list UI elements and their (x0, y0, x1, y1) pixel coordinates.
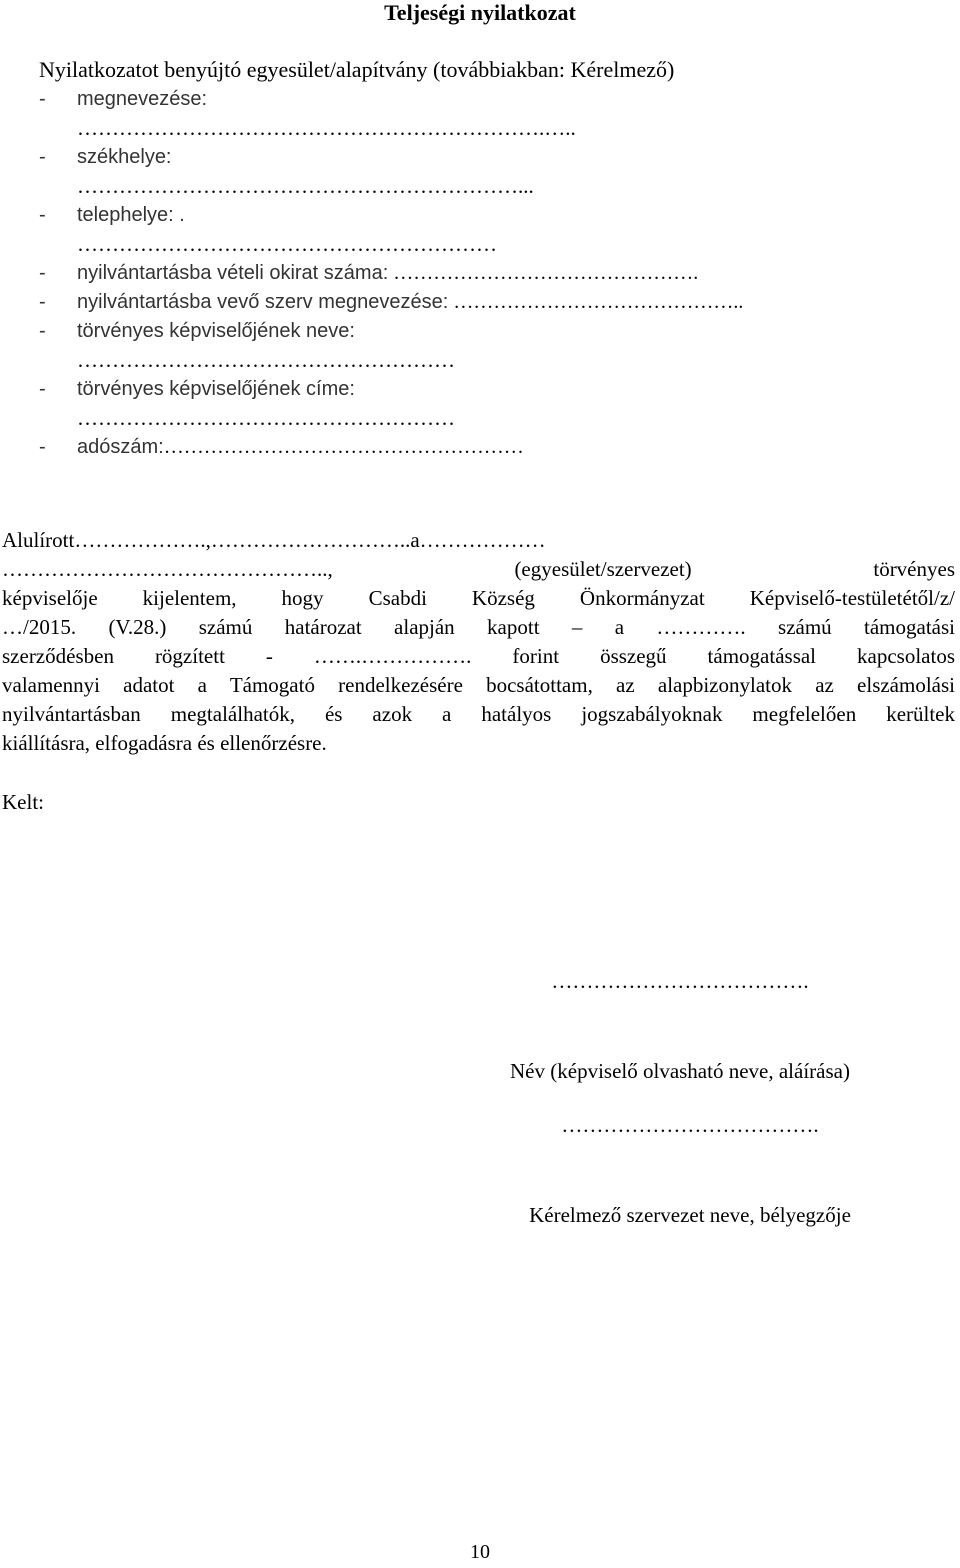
field-site-fill: …………………………………………………… (77, 232, 497, 256)
signature-organisation-dots: ………………………………. (561, 1113, 819, 1137)
declaration-line: …/2015. (V.28.) számú határozat alapján kapott – a …………. számú támogatási (2, 615, 955, 639)
declaration-paragraph (2, 526, 955, 758)
field-representative-address-fill: ……………………………………………… (77, 406, 455, 430)
signature-organisation (450, 1050, 930, 1260)
declaration-line: szerződésben rögzített - …….……………. forint összegű támogatással kapcsolatos (2, 644, 955, 668)
document-title: Teljeségi nyilatkozat (384, 0, 576, 25)
intro-line: Nyilatkozatot benyújtó egyesület/alapítvány (továbbiakban: Kérelmező) (39, 57, 675, 82)
field-registering-body: - nyilvántartásba vevő szerv megnevezése: …………………………………….. (39, 291, 744, 313)
field-registering-body-label: nyilvántartásba vevő szerv megnevezése: (77, 291, 449, 313)
field-representative-address: - törvényes képviselőjének címe: (39, 378, 355, 400)
declaration-line: ……………………………………….., (egyesület/szervezet) törvényes (2, 557, 955, 581)
field-seat-label: székhelye: (77, 146, 172, 168)
field-site-label: telephelye: . (77, 204, 185, 226)
signature-representative-caption: Név (képviselő olvasható neve, aláírása) (510, 1059, 850, 1083)
field-registration-number-label: nyilvántartásba vételi okirat száma: (77, 262, 389, 284)
field-representative-name-fill: ……………………………………………… (77, 348, 455, 372)
signature-organisation-caption: Kérelmező szervezet neve, bélyegzője (529, 1203, 851, 1227)
declaration-line: képviselője kijelentem, hogy Csabdi Község Önkormányzat Képviselő-testületétől/z/ (2, 586, 955, 610)
field-name-label: megnevezése: (77, 88, 208, 110)
field-tax-number: - adószám:……………………………………………… (39, 436, 524, 458)
field-site: - telephelye: . (39, 204, 185, 226)
field-tax-number-fill: ……………………………………………… (163, 436, 524, 458)
field-representative-name-label: törvényes képviselőjének neve: (77, 320, 355, 342)
declaration-line: valamennyi adatot a Támogató rendelkezésére bocsátottam, az alapbizonylatok az elszámolási (2, 673, 955, 697)
declaration-line: Alulírott……………….,………………………..a……………… (2, 528, 546, 552)
field-seat: - székhelye: (39, 146, 172, 168)
declaration-line: nyilvántartásban megtalálhatók, és azok a hatályos jogszabályoknak megfelelően kerültek (2, 702, 955, 726)
declaration-line: kiállításra, elfogadásra és ellenőrzésre. (2, 731, 327, 755)
kelt-label: Kelt: (2, 790, 44, 814)
field-representative-address-label: törvényes képviselőjének címe: (77, 378, 355, 400)
field-registration-number-fill: ………………………………………. (388, 262, 699, 284)
field-name-fill: ………………………………………………………….….. (77, 116, 576, 140)
signature-representative-dots: ………………………………. (551, 969, 809, 993)
field-seat-fill: ………………………………………………………... (77, 174, 534, 198)
field-representative-name: - törvényes képviselőjének neve: (39, 320, 355, 342)
field-registration-number: - nyilvántartásba vételi okirat száma: ………………………………………. (39, 262, 699, 284)
page-number: 10 (470, 1541, 490, 1563)
field-registering-body-fill: …………………………………….. (448, 291, 744, 313)
field-tax-number-label: adószám: (77, 436, 164, 458)
field-name: - megnevezése: (39, 88, 208, 110)
